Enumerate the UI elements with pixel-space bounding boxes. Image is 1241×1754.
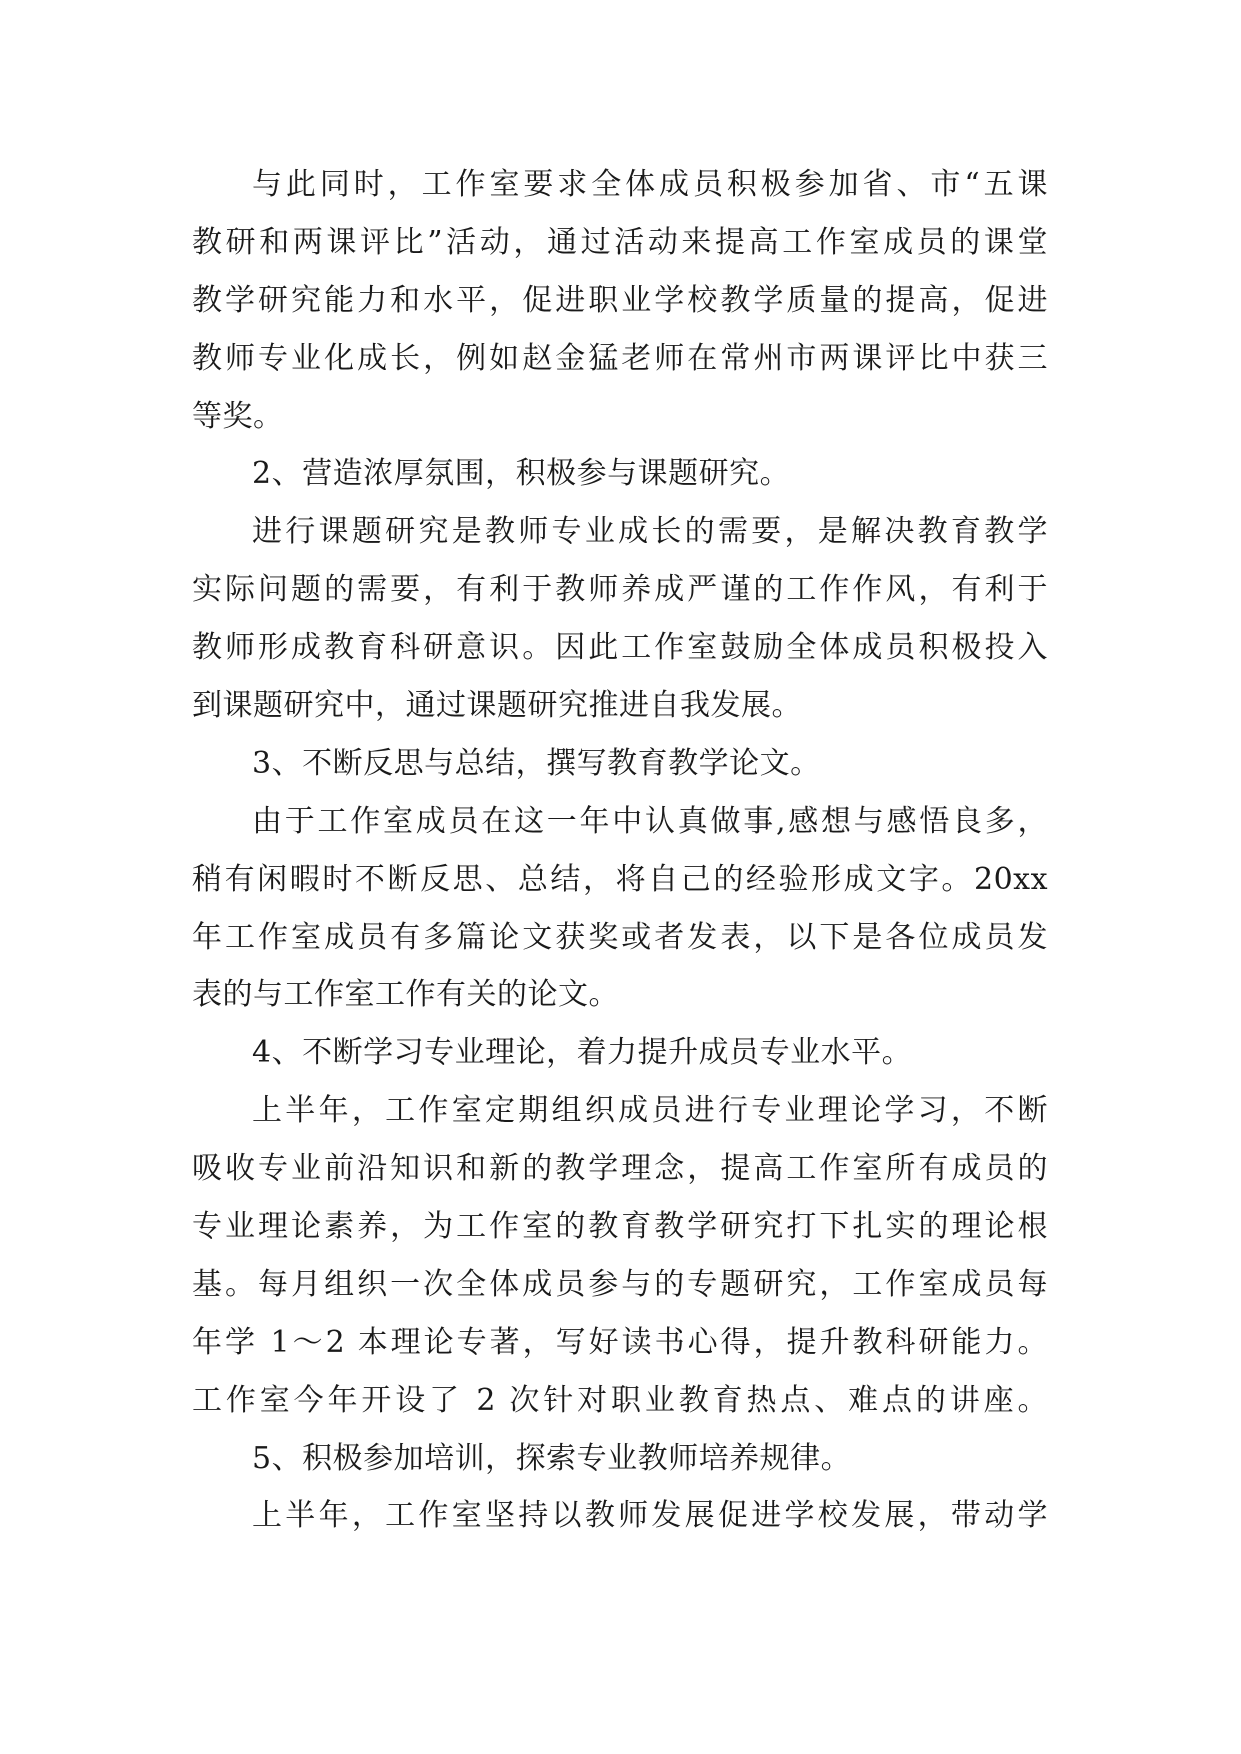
text-line: 教研和两课评比”活动，通过活动来提高工作室成员的课堂 — [192, 224, 1048, 260]
text-line: 实际问题的需要，有利于教师养成严谨的工作作风，有利于 — [192, 572, 1048, 608]
text-line: 年工作室成员有多篇论文获奖或者发表，以下是各位成员发 — [192, 919, 1048, 955]
text-line: 年学 1～2 本理论专著，写好读书心得，提升教科研能力。 — [192, 1324, 1048, 1360]
text-line: 专业理论素养，为工作室的教育教学研究打下扎实的理论根 — [192, 1209, 1048, 1245]
text-line: 4、不断学习专业理论，着力提升成员专业水平。 — [252, 1035, 913, 1071]
text-line: 上半年，工作室坚持以教师发展促进学校发展，带动学 — [252, 1498, 1048, 1534]
text-line: 由于工作室成员在这一年中认真做事,感想与感悟良多， — [252, 803, 1048, 839]
text-line: 到课题研究中，通过课题研究推进自我发展。 — [192, 688, 802, 724]
text-line: 教学研究能力和水平，促进职业学校教学质量的提高，促进 — [192, 282, 1048, 318]
text-line: 吸收专业前沿知识和新的教学理念，提高工作室所有成员的 — [192, 1151, 1048, 1187]
text-line: 3、不断反思与总结，撰写教育教学论文。 — [252, 745, 821, 781]
text-line: 进行课题研究是教师专业成长的需要，是解决教育教学 — [252, 514, 1048, 550]
text-line: 等奖。 — [192, 398, 284, 434]
text-line: 表的与工作室工作有关的论文。 — [192, 977, 619, 1013]
document-body — [192, 156, 1048, 1545]
text-line: 基。每月组织一次全体成员参与的专题研究，工作室成员每 — [192, 1266, 1048, 1302]
text-line: 工作室今年开设了 2 次针对职业教育热点、难点的讲座。 — [192, 1382, 1048, 1418]
text-line: 稍有闲暇时不断反思、总结，将自己的经验形成文字。20xx — [192, 861, 1048, 897]
text-line: 教师形成教育科研意识。因此工作室鼓励全体成员积极投入 — [192, 630, 1048, 666]
text-line: 2、营造浓厚氛围，积极参与课题研究。 — [252, 456, 791, 492]
text-line: 上半年，工作室定期组织成员进行专业理论学习，不断 — [252, 1093, 1048, 1129]
text-line: 教师专业化成长，例如赵金猛老师在常州市两课评比中获三 — [192, 340, 1048, 376]
text-line: 与此同时，工作室要求全体成员积极参加省、市“五课 — [252, 167, 1048, 202]
text-line: 5、积极参加培训，探索专业教师培养规律。 — [252, 1440, 852, 1476]
